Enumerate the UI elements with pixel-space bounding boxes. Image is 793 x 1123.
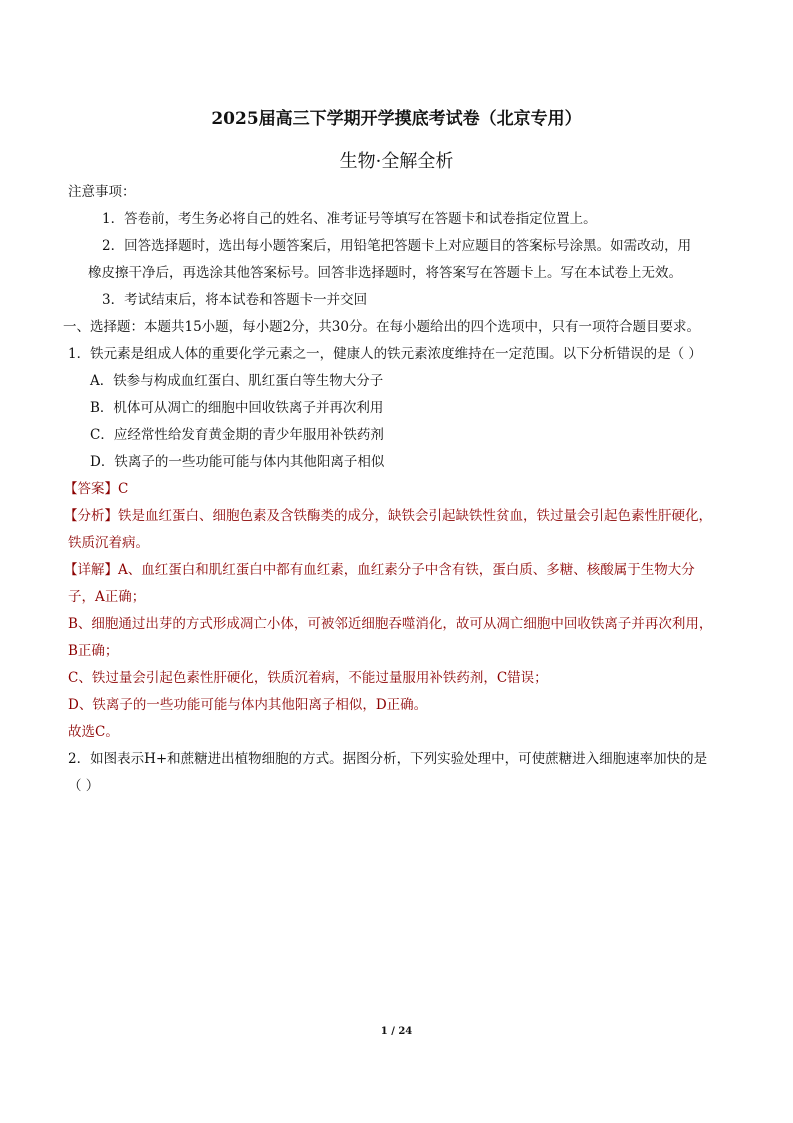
- page-number: 1 / 24: [380, 1026, 413, 1037]
- q1-option-d: D．铁离子的一些功能可能与体内其他阳离子相似: [90, 454, 385, 470]
- notice-item-3: 3．考试结束后，将本试卷和答题卡一并交回: [102, 292, 368, 308]
- q1-detail-line-1: 【详解】A、血红蛋白和肌红蛋白中都有血红素，血红素分子中含有铁，蛋白质、多糖、核酸属于生物大分: [64, 562, 695, 578]
- q1-analysis-line-2: 铁质沉着病。: [68, 535, 149, 551]
- notice-heading: 注意事项：: [68, 184, 136, 200]
- notice-item-2-line-2: 橡皮擦干净后，再选涂其他答案标号。回答非选择题时，将答案写在答题卡上。写在本试卷上无效。: [88, 265, 682, 281]
- q1-analysis-line-1: 【分析】铁是血红蛋白、细胞色素及含铁酶类的成分，缺铁会引起缺铁性贫血，铁过量会引起色素性肝硬化，: [64, 508, 712, 524]
- q1-stem: 1．铁元素是组成人体的重要化学元素之一，健康人的铁元素浓度维持在一定范围。以下分析错误的是（ ）: [68, 346, 702, 362]
- q1-detail-b-line-2: B正确；: [68, 643, 119, 659]
- exam-title: 2025届高三下学期开学摸底考试卷（北京专用）: [211, 109, 582, 129]
- q1-option-a: A．铁参与构成血红蛋白、肌红蛋白等生物大分子: [90, 373, 384, 389]
- q1-detail-b-line-1: B、细胞通过出芽的方式形成凋亡小体，可被邻近细胞吞噬消化，故可从凋亡细胞中回收铁离子并再次利用，: [68, 616, 713, 632]
- q1-detail-d: D、铁离子的一些功能可能与体内其他阳离子相似，D正确。: [68, 697, 428, 713]
- q2-stem-line-2: （ ）: [68, 778, 100, 794]
- q2-stem-line-1: 2．如图表示H+和蔗糖进出植物细胞的方式。据图分析，下列实验处理中，可使蔗糖进入细胞速率加快的是: [68, 751, 708, 767]
- q1-option-c: C．应经常性给发育黄金期的青少年服用补铁药剂: [90, 427, 384, 443]
- section-heading: 一、选择题：本题共15小题，每小题2分，共30分。在每小题给出的四个选项中，只有一项符合题目要求。: [63, 319, 700, 335]
- exam-subtitle: 生物·全解全析: [339, 151, 454, 172]
- notice-item-1: 1．答卷前，考生务必将自己的姓名、准考证号等填写在答题卡和试卷指定位置上。: [102, 211, 597, 227]
- q1-detail-line-2: 子，A正确；: [68, 589, 146, 605]
- q1-answer: 【答案】C: [64, 481, 129, 497]
- q1-detail-c: C、铁过量会引起色素性肝硬化，铁质沉着病，不能过量服用补铁药剂，C错误；: [68, 670, 548, 686]
- q1-option-b: B．机体可从凋亡的细胞中回收铁离子并再次利用: [90, 400, 384, 416]
- q1-conclusion: 故选C。: [68, 724, 119, 740]
- notice-item-2-line-1: 2．回答选择题时，选出每小题答案后，用铅笔把答题卡上对应题目的答案标号涂黑。如需改动，用: [102, 238, 692, 254]
